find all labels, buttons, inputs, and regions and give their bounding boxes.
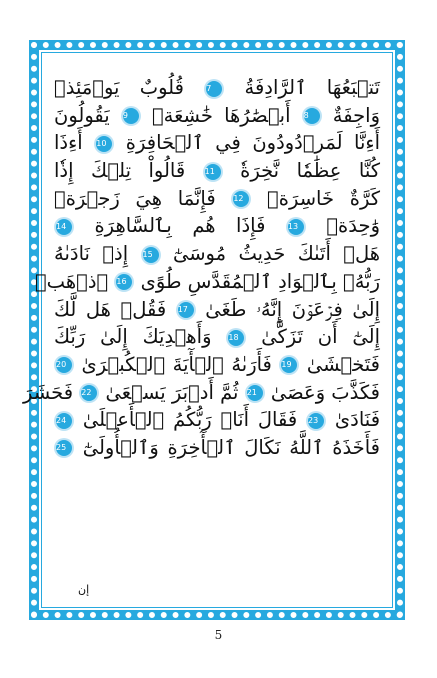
verse-text: فَإِنَّمَا هِيَ زَجۡرَةٞ	[54, 186, 216, 210]
verse-text: ثُمَّ أَدۡبَرَ يَسۡعَىٰ	[105, 380, 239, 404]
verse-text: كَرَّةٌ خَاسِرَةٞ	[267, 186, 380, 210]
verse-text: قَالُواْ تِلۡكَ إِذٗا	[54, 159, 186, 183]
verse-line	[54, 406, 380, 434]
verse-text: فَنَادَىٰ	[334, 408, 381, 432]
ayah-number-marker: 7	[206, 81, 222, 97]
verse-text: أَبۡصَٰرُهَا خَٰشِعَةٞ	[151, 103, 291, 127]
verse-text: وَأَهۡدِيَكَ إِلَىٰ رَبِّكَ	[54, 325, 212, 349]
ayah-number-marker: 16	[116, 274, 132, 290]
verse-line	[54, 74, 380, 102]
verse-line	[54, 351, 380, 379]
catchword: إن	[78, 583, 90, 596]
verse-text: يَقُولُونَ	[54, 103, 110, 127]
verse-line	[54, 102, 380, 130]
verse-line	[54, 434, 380, 462]
ayah-number-marker: 11	[205, 164, 221, 180]
verse-text: أَءِذَا	[54, 131, 83, 155]
ayah-number-marker: 22	[81, 385, 97, 401]
ayah-number-marker: 8	[304, 108, 320, 124]
ayah-number-marker: 15	[143, 247, 159, 263]
verse-text: فَتَخۡشَىٰ	[306, 352, 381, 376]
verse-text: فَإِذَا هُم بِٱلسَّاهِرَةِ	[94, 214, 266, 238]
ayah-number-marker: 17	[178, 302, 194, 318]
page-number: 5	[214, 628, 223, 642]
verse-text: وَاجِفَةٌ	[332, 103, 380, 127]
verse-line	[54, 323, 380, 351]
verse-text: إِذۡ نَادَىٰهُ	[54, 242, 129, 266]
verse-line	[54, 212, 380, 240]
verse-text: إِلَىٰٓ أَن تَزَكَّىٰ	[261, 325, 381, 349]
ayah-number-marker: 10	[96, 136, 112, 152]
ayah-number-marker: 12	[233, 191, 249, 207]
ayah-number-marker: 21	[247, 385, 263, 401]
verse-text: فَأَرَىٰهُ ٱلۡأٓيَةَ ٱلۡكُبۡرَىٰ	[81, 352, 272, 376]
verse-text: كُنَّا عِظَٰمٗا نَّخِرَةٗ	[240, 159, 380, 183]
verse-line	[54, 129, 380, 157]
verse-line	[54, 296, 380, 324]
verse-text: أَءِنَّا لَمَرۡدُودُونَ فِي ٱلۡحَافِرَةِ	[125, 131, 381, 155]
verse-text: فَكَذَّبَ وَعَصَىٰ	[270, 380, 380, 404]
verse-text: فَحَشَرَ	[23, 380, 74, 404]
verse-line	[54, 185, 380, 213]
ayah-number-marker: 9	[123, 108, 139, 124]
ayah-number-marker: 24	[56, 413, 72, 429]
verse-text: رَبُّهُۥ بِٱلۡوَادِ ٱلۡمُقَدَّسِ طُوًى	[140, 269, 380, 293]
verse-text-area	[23, 74, 381, 574]
verse-text: ٱذۡهَبۡ	[34, 269, 109, 293]
ayah-number-marker: 14	[56, 219, 72, 235]
verse-text: فَقَالَ أَنَا۠ رَبُّكُمُ ٱلۡأَعۡلَىٰ	[82, 408, 298, 432]
ayah-number-marker: 19	[281, 357, 297, 373]
verse-line	[34, 268, 380, 296]
verse-text: قُلُوبٌ يَوۡمَئِذٖ	[54, 76, 184, 99]
verse-text: فَأَخَذَهُ ٱللَّهُ نَكَالَ ٱلۡأٓخِرَةِ وَٱلۡأُولَىٰٓ	[82, 435, 380, 459]
ayah-number-marker: 20	[56, 357, 72, 373]
verse-text: تَتۡبَعُهَا ٱلرَّادِفَةُ	[244, 76, 380, 99]
verse-text: إِلَىٰ فِرۡعَوۡنَ إِنَّهُۥ طَغَىٰ	[205, 297, 381, 321]
ayah-number-marker: 13	[288, 219, 304, 235]
verse-line	[54, 240, 380, 268]
verse-text: هَلۡ أَتَىٰكَ حَدِيثُ مُوسَىٰٓ	[172, 242, 381, 266]
ayah-number-marker: 18	[228, 330, 244, 346]
verse-line	[23, 379, 380, 407]
ayah-number-marker: 23	[308, 413, 324, 429]
verse-line	[54, 157, 380, 185]
verse-text: وَٰحِدَةٞ	[326, 214, 380, 238]
ayah-number-marker: 25	[56, 440, 72, 456]
verse-text: فَقُلۡ هَل لَّكَ	[54, 297, 167, 321]
